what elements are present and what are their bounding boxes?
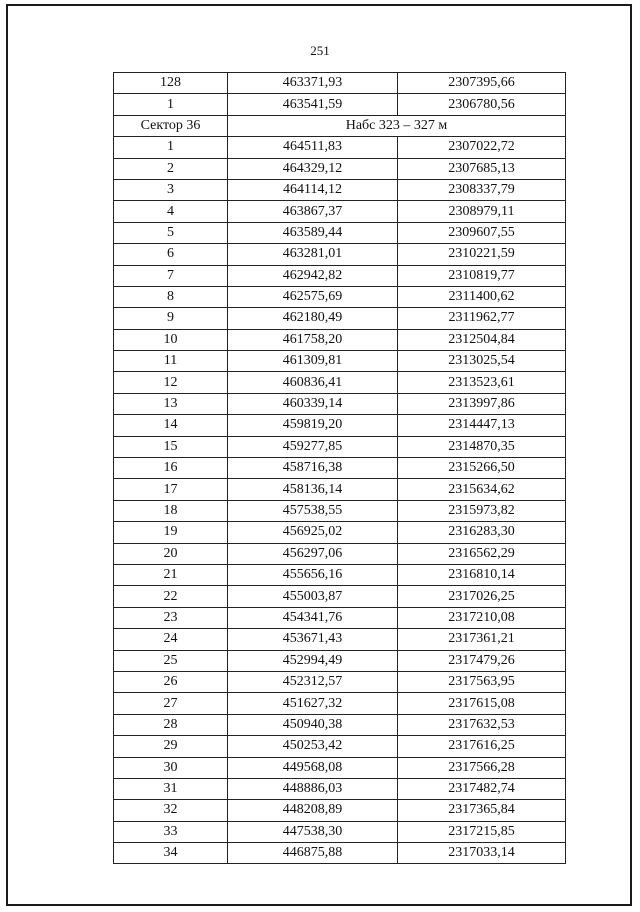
y-coordinate: 2317361,21 bbox=[398, 629, 566, 650]
table-row bbox=[114, 522, 566, 543]
table-row bbox=[114, 778, 566, 799]
table-row bbox=[114, 436, 566, 457]
table-row bbox=[114, 458, 566, 479]
x-coordinate: 455656,16 bbox=[228, 564, 398, 585]
point-number: 25 bbox=[114, 650, 228, 671]
table-row bbox=[114, 543, 566, 564]
y-coordinate: 2308979,11 bbox=[398, 201, 566, 222]
y-coordinate: 2311962,77 bbox=[398, 308, 566, 329]
table-row bbox=[114, 821, 566, 842]
table-row bbox=[114, 329, 566, 350]
table-row bbox=[114, 265, 566, 286]
point-number: 29 bbox=[114, 736, 228, 757]
table-row bbox=[114, 415, 566, 436]
y-coordinate: 2316562,29 bbox=[398, 543, 566, 564]
table-row bbox=[114, 244, 566, 265]
y-coordinate: 2317479,26 bbox=[398, 650, 566, 671]
y-coordinate: 2317210,08 bbox=[398, 607, 566, 628]
x-coordinate: 460836,41 bbox=[228, 372, 398, 393]
x-coordinate: 450940,38 bbox=[228, 714, 398, 735]
x-coordinate: 463589,44 bbox=[228, 222, 398, 243]
x-coordinate: 456925,02 bbox=[228, 522, 398, 543]
y-coordinate: 2317215,85 bbox=[398, 821, 566, 842]
x-coordinate: 452994,49 bbox=[228, 650, 398, 671]
y-coordinate: 2317482,74 bbox=[398, 778, 566, 799]
y-coordinate: 2314870,35 bbox=[398, 436, 566, 457]
y-coordinate: 2315973,82 bbox=[398, 500, 566, 521]
y-coordinate: 2312504,84 bbox=[398, 329, 566, 350]
coordinates-table bbox=[113, 72, 566, 864]
table-row bbox=[114, 607, 566, 628]
table-row bbox=[114, 736, 566, 757]
y-coordinate: 2306780,56 bbox=[398, 94, 566, 115]
y-coordinate: 2315266,50 bbox=[398, 458, 566, 479]
point-number: 9 bbox=[114, 308, 228, 329]
point-number: 8 bbox=[114, 286, 228, 307]
table-row bbox=[114, 158, 566, 179]
point-number: 22 bbox=[114, 586, 228, 607]
y-coordinate: 2314447,13 bbox=[398, 415, 566, 436]
point-number: 26 bbox=[114, 671, 228, 692]
point-number: 18 bbox=[114, 500, 228, 521]
x-coordinate: 453671,43 bbox=[228, 629, 398, 650]
point-number: 1 bbox=[114, 94, 228, 115]
table-row bbox=[114, 564, 566, 585]
table-row bbox=[114, 222, 566, 243]
y-coordinate: 2316283,30 bbox=[398, 522, 566, 543]
x-coordinate: 457538,55 bbox=[228, 500, 398, 521]
y-coordinate: 2315634,62 bbox=[398, 479, 566, 500]
y-coordinate: 2310819,77 bbox=[398, 265, 566, 286]
y-coordinate: 2316810,14 bbox=[398, 564, 566, 585]
sector-label: Сектор 36 bbox=[114, 115, 228, 136]
point-number: 19 bbox=[114, 522, 228, 543]
y-coordinate: 2311400,62 bbox=[398, 286, 566, 307]
point-number: 24 bbox=[114, 629, 228, 650]
y-coordinate: 2313997,86 bbox=[398, 393, 566, 414]
point-number: 21 bbox=[114, 564, 228, 585]
x-coordinate: 449568,08 bbox=[228, 757, 398, 778]
table-row bbox=[114, 351, 566, 372]
x-coordinate: 459819,20 bbox=[228, 415, 398, 436]
y-coordinate: 2317563,95 bbox=[398, 671, 566, 692]
point-number: 11 bbox=[114, 351, 228, 372]
table-row bbox=[114, 137, 566, 158]
table-row bbox=[114, 586, 566, 607]
y-coordinate: 2317632,53 bbox=[398, 714, 566, 735]
table-row bbox=[114, 500, 566, 521]
table-row bbox=[114, 286, 566, 307]
point-number: 34 bbox=[114, 843, 228, 864]
point-number: 10 bbox=[114, 329, 228, 350]
page-number: 251 bbox=[310, 43, 330, 58]
x-coordinate: 451627,32 bbox=[228, 693, 398, 714]
y-coordinate: 2317615,08 bbox=[398, 693, 566, 714]
point-number: 3 bbox=[114, 179, 228, 200]
y-coordinate: 2313025,54 bbox=[398, 351, 566, 372]
x-coordinate: 447538,30 bbox=[228, 821, 398, 842]
table-row bbox=[114, 629, 566, 650]
coordinates-table-body bbox=[114, 73, 566, 864]
table-row bbox=[114, 693, 566, 714]
point-number: 23 bbox=[114, 607, 228, 628]
point-number: 4 bbox=[114, 201, 228, 222]
point-number: 7 bbox=[114, 265, 228, 286]
x-coordinate: 450253,42 bbox=[228, 736, 398, 757]
y-coordinate: 2317026,25 bbox=[398, 586, 566, 607]
x-coordinate: 456297,06 bbox=[228, 543, 398, 564]
x-coordinate: 462180,49 bbox=[228, 308, 398, 329]
x-coordinate: 462942,82 bbox=[228, 265, 398, 286]
sector-header-row bbox=[114, 115, 566, 136]
x-coordinate: 463541,59 bbox=[228, 94, 398, 115]
x-coordinate: 459277,85 bbox=[228, 436, 398, 457]
y-coordinate: 2307395,66 bbox=[398, 73, 566, 94]
x-coordinate: 446875,88 bbox=[228, 843, 398, 864]
x-coordinate: 455003,87 bbox=[228, 586, 398, 607]
point-number: 14 bbox=[114, 415, 228, 436]
point-number: 13 bbox=[114, 393, 228, 414]
y-coordinate: 2317566,28 bbox=[398, 757, 566, 778]
x-coordinate: 448208,89 bbox=[228, 800, 398, 821]
table-row bbox=[114, 671, 566, 692]
y-coordinate: 2310221,59 bbox=[398, 244, 566, 265]
x-coordinate: 462575,69 bbox=[228, 286, 398, 307]
point-number: 30 bbox=[114, 757, 228, 778]
point-number: 5 bbox=[114, 222, 228, 243]
x-coordinate: 463371,93 bbox=[228, 73, 398, 94]
x-coordinate: 464511,83 bbox=[228, 137, 398, 158]
y-coordinate: 2309607,55 bbox=[398, 222, 566, 243]
table-row bbox=[114, 73, 566, 94]
point-number: 12 bbox=[114, 372, 228, 393]
y-coordinate: 2317616,25 bbox=[398, 736, 566, 757]
y-coordinate: 2308337,79 bbox=[398, 179, 566, 200]
x-coordinate: 463281,01 bbox=[228, 244, 398, 265]
point-number: 27 bbox=[114, 693, 228, 714]
table-row bbox=[114, 179, 566, 200]
table-row bbox=[114, 308, 566, 329]
table-row bbox=[114, 714, 566, 735]
table-row bbox=[114, 372, 566, 393]
point-number: 16 bbox=[114, 458, 228, 479]
point-number: 17 bbox=[114, 479, 228, 500]
sector-height-range: Набс 323 – 327 м bbox=[228, 115, 566, 136]
x-coordinate: 448886,03 bbox=[228, 778, 398, 799]
x-coordinate: 454341,76 bbox=[228, 607, 398, 628]
y-coordinate: 2317033,14 bbox=[398, 843, 566, 864]
x-coordinate: 461758,20 bbox=[228, 329, 398, 350]
point-number: 31 bbox=[114, 778, 228, 799]
y-coordinate: 2313523,61 bbox=[398, 372, 566, 393]
x-coordinate: 460339,14 bbox=[228, 393, 398, 414]
table-row bbox=[114, 393, 566, 414]
y-coordinate: 2317365,84 bbox=[398, 800, 566, 821]
table-row bbox=[114, 479, 566, 500]
x-coordinate: 452312,57 bbox=[228, 671, 398, 692]
table-row bbox=[114, 800, 566, 821]
point-number: 6 bbox=[114, 244, 228, 265]
x-coordinate: 461309,81 bbox=[228, 351, 398, 372]
x-coordinate: 463867,37 bbox=[228, 201, 398, 222]
table-row bbox=[114, 201, 566, 222]
x-coordinate: 458136,14 bbox=[228, 479, 398, 500]
point-number: 28 bbox=[114, 714, 228, 735]
point-number: 32 bbox=[114, 800, 228, 821]
point-number: 20 bbox=[114, 543, 228, 564]
x-coordinate: 464329,12 bbox=[228, 158, 398, 179]
point-number: 15 bbox=[114, 436, 228, 457]
x-coordinate: 464114,12 bbox=[228, 179, 398, 200]
point-number: 128 bbox=[114, 73, 228, 94]
point-number: 33 bbox=[114, 821, 228, 842]
table-row bbox=[114, 650, 566, 671]
table-row bbox=[114, 757, 566, 778]
table-row bbox=[114, 843, 566, 864]
y-coordinate: 2307685,13 bbox=[398, 158, 566, 179]
point-number: 2 bbox=[114, 158, 228, 179]
y-coordinate: 2307022,72 bbox=[398, 137, 566, 158]
table-row bbox=[114, 94, 566, 115]
point-number: 1 bbox=[114, 137, 228, 158]
x-coordinate: 458716,38 bbox=[228, 458, 398, 479]
